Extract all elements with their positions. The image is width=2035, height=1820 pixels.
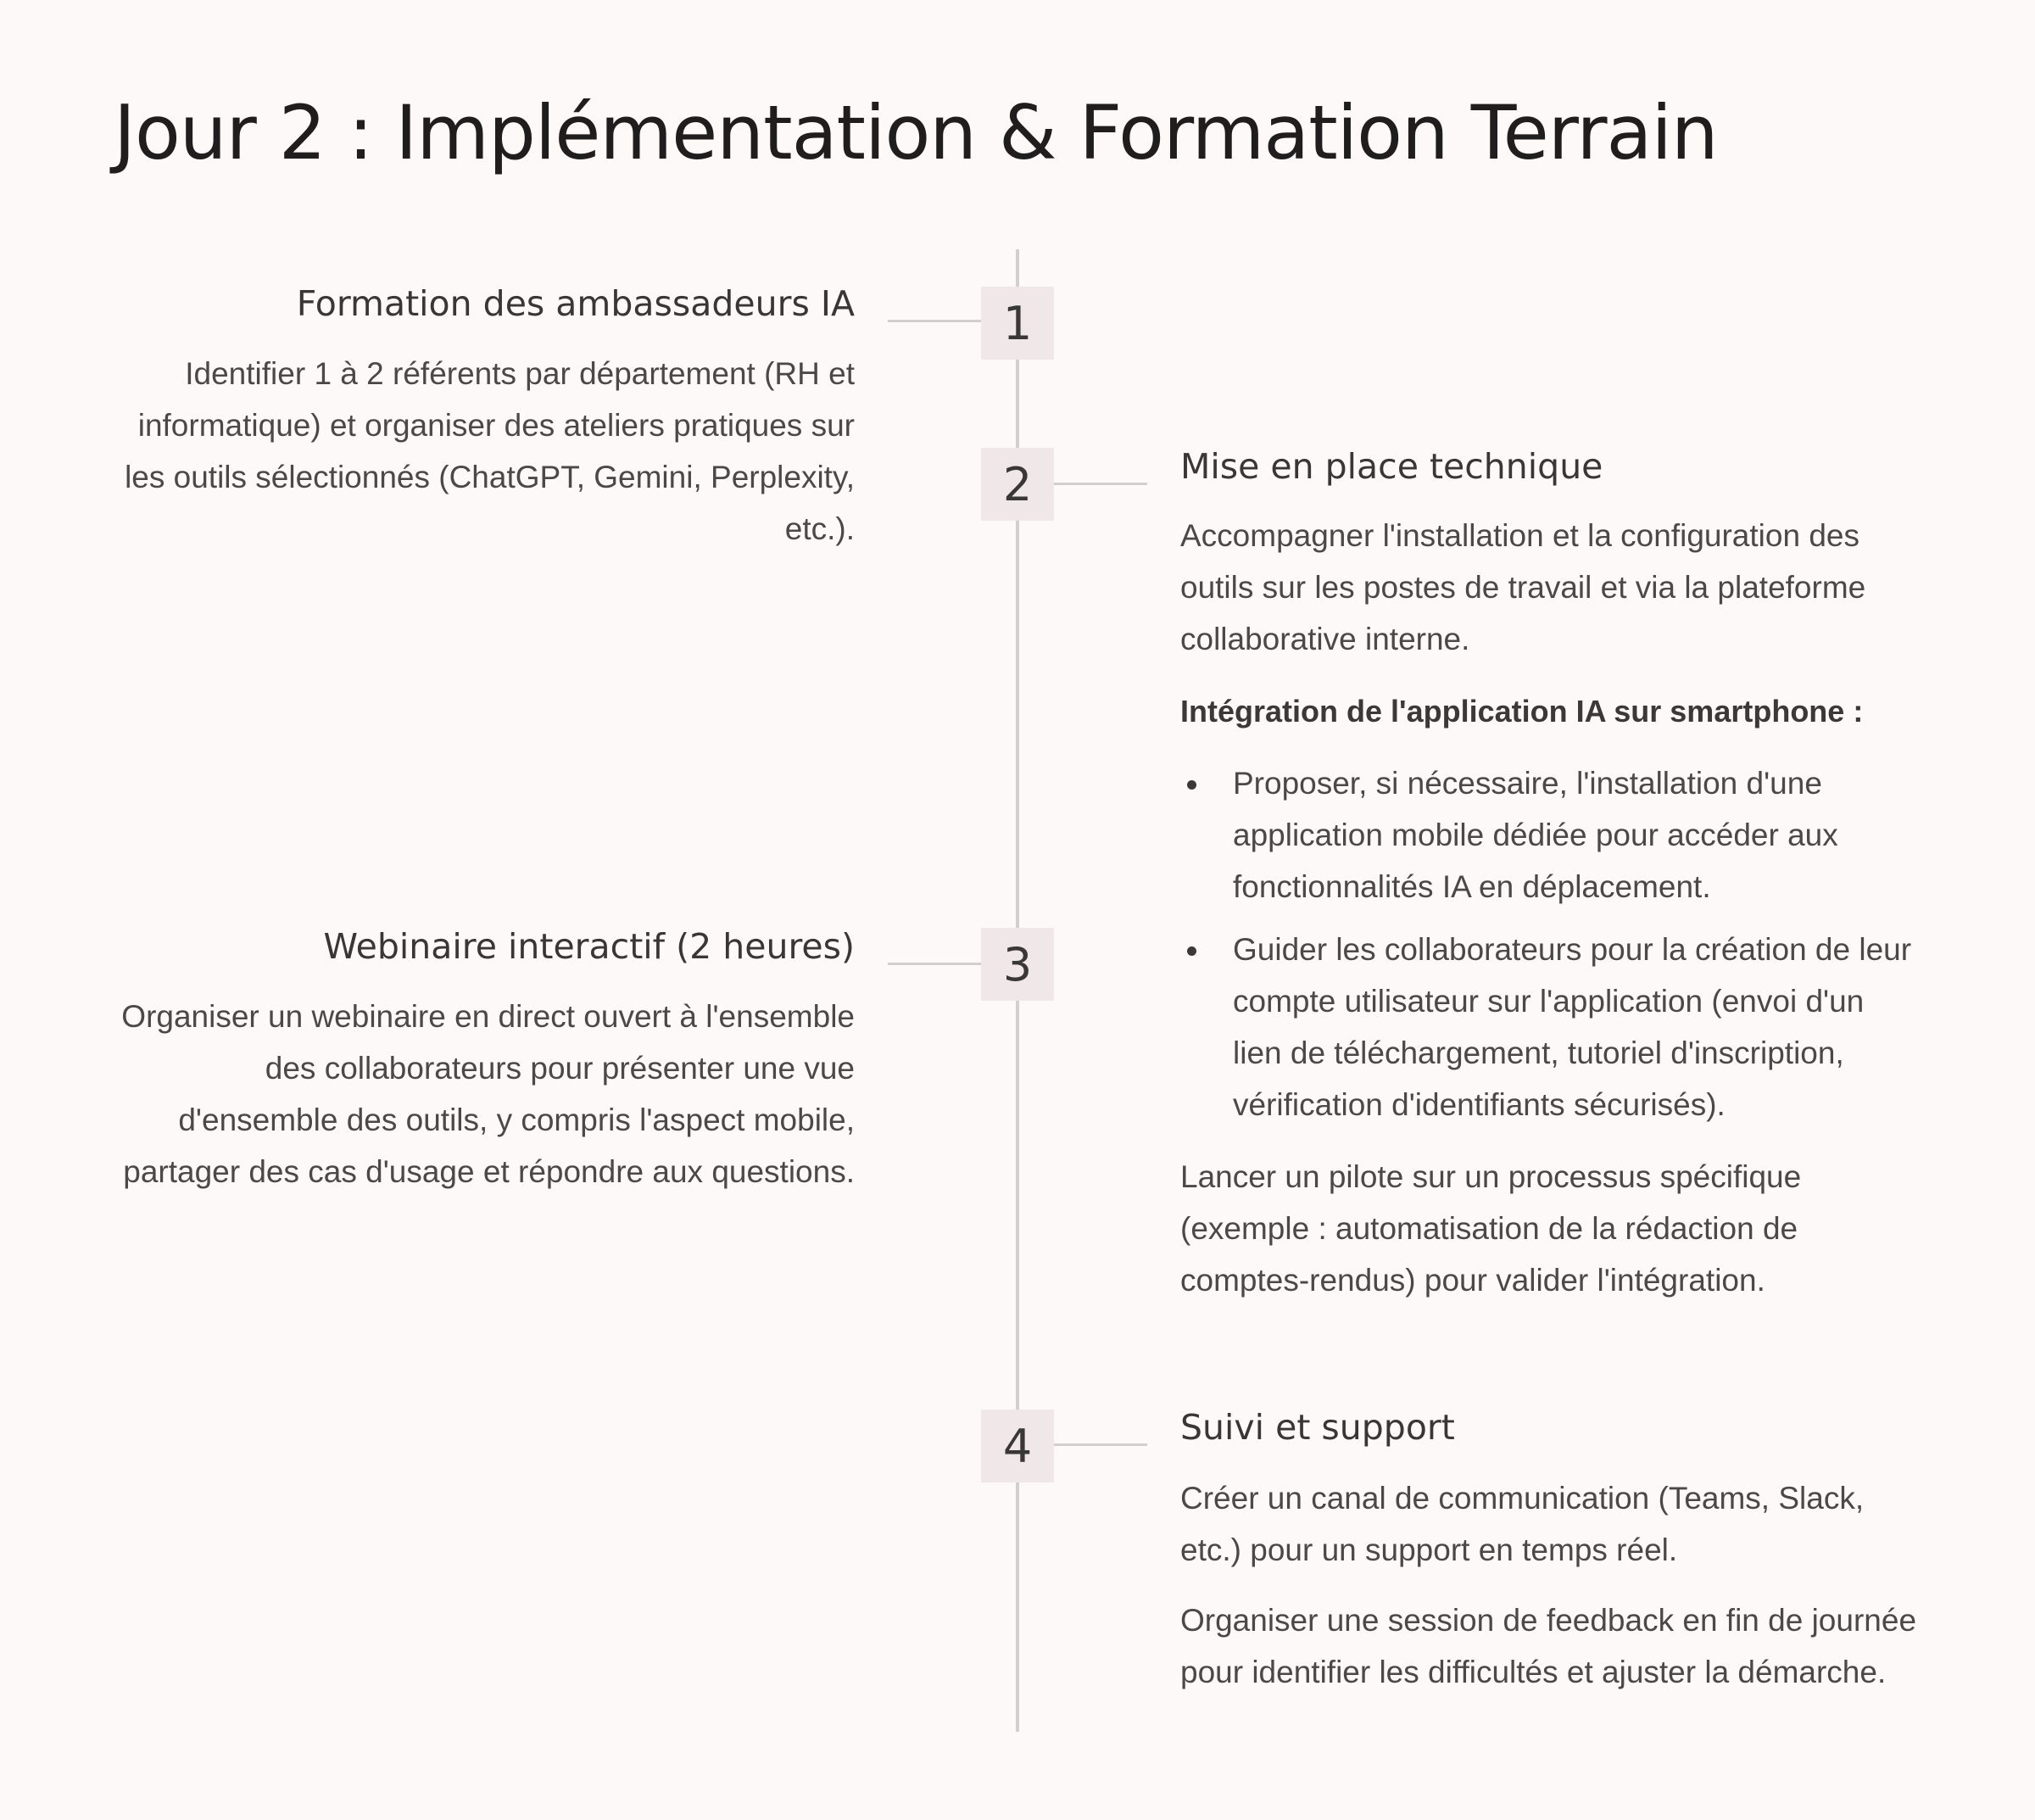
step-number-4: 4: [981, 1410, 1054, 1482]
bullet-dot-icon: [1187, 780, 1196, 790]
step-number-3: 3: [981, 928, 1054, 1001]
step-number-1: 1: [981, 287, 1054, 360]
step-2-description: Accompagner l'installation et la configuration des outils sur les postes de travail et via la plateforme collaborative interne.: [1180, 518, 1866, 656]
step-number-2: 2: [981, 448, 1054, 521]
step-2-bullet-list: [1180, 757, 1926, 1142]
step-4-paragraph-2: Organiser une session de feedback en fin de journée pour identifier les difficultés et ajuster la démarche.: [1180, 1603, 1917, 1689]
list-item: Proposer, si nécessaire, l'installation d'une application mobile dédiée pour accéder aux fonctionnalités IA en déplacement.: [1180, 757, 1926, 913]
step-3-description: Organiser un webinaire en direct ouvert à l'ensemble des collaborateurs pour présenter une vue d'ensemble des outils, y compris l'aspect mobile, partager des cas d'usage et répondre aux questions.: [121, 999, 855, 1189]
bullet-dot-icon: [1187, 946, 1196, 956]
step-2-connector: [1054, 483, 1147, 485]
step-4-title: Suivi et support: [1180, 1407, 1455, 1448]
step-2-title: Mise en place technique: [1180, 446, 1603, 487]
step-3-connector: [888, 963, 981, 965]
step-3-title: Webinaire interactif (2 heures): [323, 926, 855, 967]
step-2-subhead: Intégration de l'application IA sur smartphone :: [1180, 694, 1864, 729]
page-title: Jour 2 : Implémentation & Formation Terrain: [114, 89, 1718, 176]
step-1-description: Identifier 1 à 2 référents par département (RH et informatique) et organiser des ateliers pratiques sur les outils sélectionnés (ChatGPT, Gemini, Perplexity, etc.).: [125, 356, 855, 546]
step-4-paragraph-1: Créer un canal de communication (Teams, Slack, etc.) pour un support en temps réel.: [1180, 1481, 1865, 1567]
step-2-closing: Lancer un pilote sur un processus spécifique (exemple : automatisation de la rédaction de comptes-rendus) pour valider l'intégration.: [1180, 1159, 1802, 1298]
step-1-title: Formation des ambassadeurs IA: [296, 283, 855, 324]
list-item: Guider les collaborateurs pour la création de leur compte utilisateur sur l'application (envoi d'un lien de téléchargement, tutoriel d'inscription, vérification d'identifiants sécurisés).: [1180, 924, 1926, 1131]
step-1-connector: [888, 320, 981, 322]
step-4-connector: [1054, 1443, 1147, 1446]
